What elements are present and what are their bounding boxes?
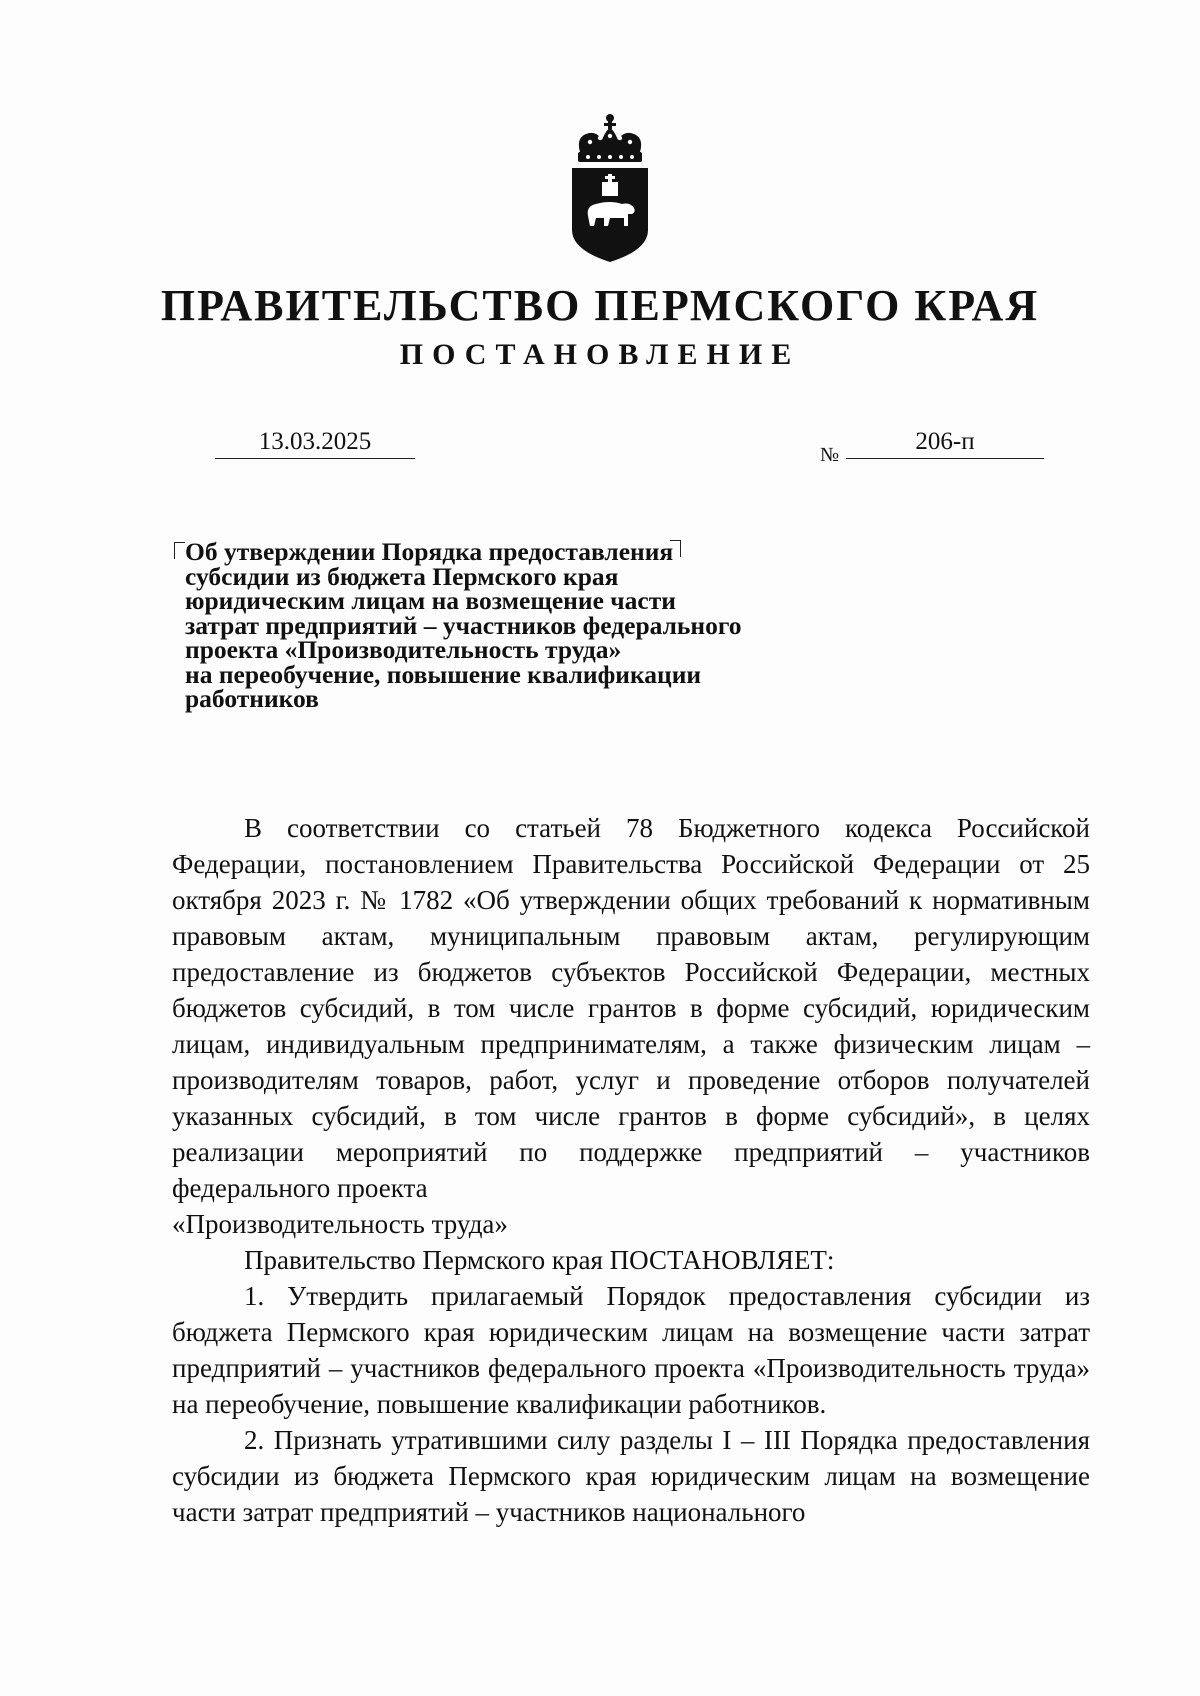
number-field [846, 428, 1044, 459]
perm-krai-coat-of-arms-icon [566, 112, 654, 262]
document-body [172, 810, 1090, 1530]
subject-line: субсидии из бюджета Пермского края [185, 561, 619, 591]
date-field [215, 428, 415, 459]
number-sign: № [820, 444, 840, 466]
subject-line: Об утверждении Порядка предоставления [185, 537, 674, 566]
preamble-paragraph: В соответствии со статьей 78 Бюджетного кодекса Российской Федерации, постановлением Правительства Российской Федерации от 25 октября 2023 г. № 1782 «Об утверждении общих требований к нормативным правовым актам, муниципальным правовым актам, регулирующим предоставление из бюджетов субъектов Российской Федерации, местных бюджетов субсидий, в том числе грантов в форме субсидий, юридическим лицам, индивидуальным предпринимателям, а также физическим лицам – производителям товаров, работ, услуг и проведение отборов получателей указанных субсидий, в том числе грантов в форме субсидий», в целях реализации мероприятий по поддержке предприятий – участников федерального проекта [172, 813, 1090, 1203]
document-date: 13.03.2025 [258, 428, 372, 455]
government-title: ПРАВИТЕЛЬСТВО ПЕРМСКОГО КРАЯ [160, 281, 1040, 330]
document-type-title: ПОСТАНОВЛЕНИЕ [399, 338, 801, 371]
document-number: 206-п [915, 428, 975, 455]
clause-2: 2. Признать утратившими силу разделы I – III Порядка предоставления субсидии из бюджета Пермского края юридическим лицам на возмещение части затрат предприятий – участников национального [172, 1425, 1090, 1527]
clause-1: 1. Утвердить прилагаемый Порядок предоставления субсидии из бюджета Пермского края юридическим лицам на возмещение части затрат предприятий – участников федерального проекта «Производительность труда» на переобучение, повышение квалификации работников. [172, 1281, 1090, 1419]
subject-line: работников [185, 684, 319, 713]
preamble-paragraph-end: «Производительность труда» [172, 1209, 508, 1239]
subject-line: юридическим лицам на возмещение части [185, 586, 676, 615]
subject-corner-mark-left [174, 542, 185, 559]
subject-line: проекта «Производительность труда» [185, 635, 622, 664]
resolution-statement: Правительство Пермского края ПОСТАНОВЛЯЕТ: [244, 1245, 835, 1275]
subject-line: затрат предприятий – участников федерального [185, 610, 742, 640]
document-subject [185, 537, 825, 713]
subject-line: на переобучение, повышение квалификации [185, 659, 702, 689]
